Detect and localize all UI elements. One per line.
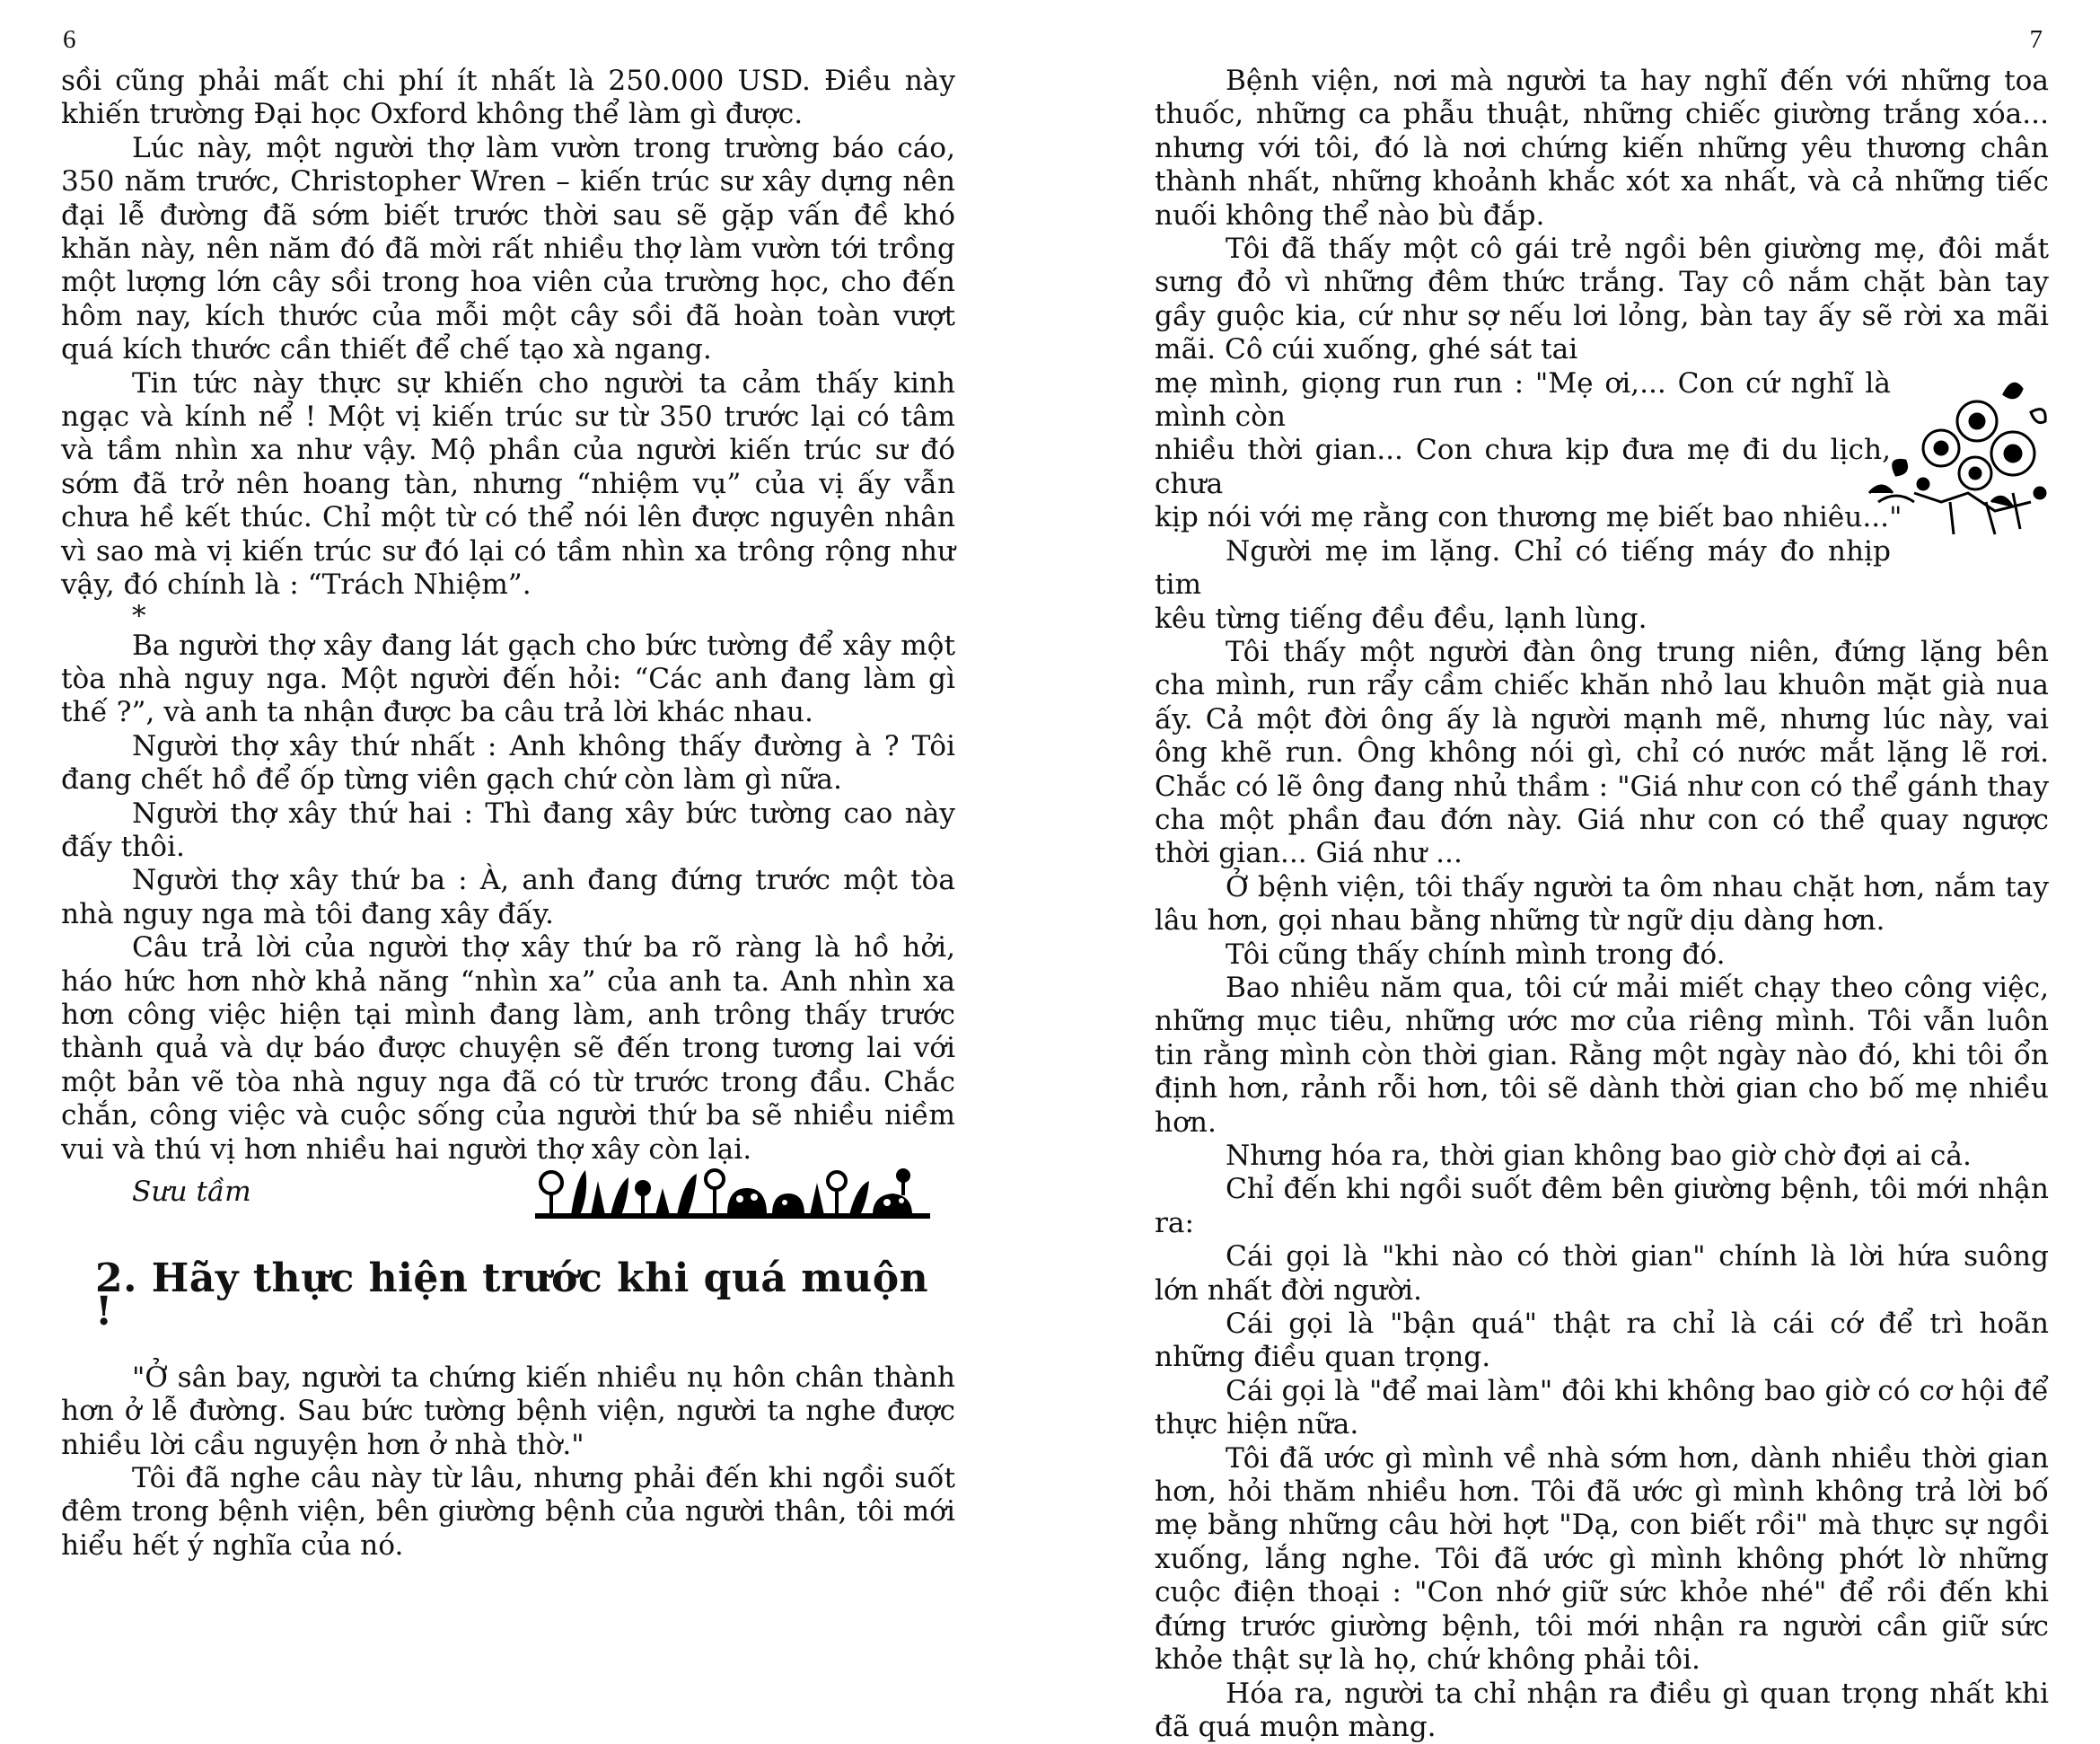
paragraph: Bao nhiêu năm qua, tôi cứ mải miết chạy theo công việc, những mục tiêu, những ước mơ của riêng mình. Tôi vẫn luôn tin rằng mình còn thời gian. Rằng một ngày nào đó, khi tôi ổn định hơn, rảnh rỗi hơn, tôi sẽ dành thời gian cho bố mẹ nhiều hơn. bbox=[1155, 972, 2049, 1140]
paragraph: sồi cũng phải mất chi phí ít nhất là 250.000 USD. Điều này khiến trường Đại học Oxford không thể làm gì được. bbox=[61, 65, 955, 132]
paragraph: Tôi thấy một người đàn ông trung niên, đứng lặng bên cha mình, run rẩy cầm chiếc khăn nhỏ lau khuôn mặt già nua ấy. Cả một đời ông ấy là người mạnh mẽ, nhưng lúc này, vai ông khẽ run. Ông không nói gì, chỉ có nước mắt lặng lẽ rơi. Chắc có lẽ ông đang nhủ thầm : "Giá như con có thể gánh thay cha một phần đau đớn này. Giá như con có thể quay ngược thời gian... Giá như ... bbox=[1155, 636, 2049, 871]
paragraph: Tôi đã ước gì mình về nhà sớm hơn, dành nhiều thời gian hơn, hỏi thăm nhiều hơn. Tôi đã ước gì mình không trả lời bố mẹ bằng những câu hời hợt "Dạ, con biết rồi" mà thực sự ngồi xuống, lắng nghe. Tôi đã ước gì mình không phớt lờ những cuộc điện thoại : "Con nhớ giữ sức khỏe nhé" để rồi đến khi đứng trước giường bệnh, tôi mới nhận ra người cần giữ sức khỏe thật sự là họ, chứ không phải tôi. bbox=[1155, 1442, 2049, 1678]
page-number: 6 bbox=[63, 25, 76, 55]
paragraph: Cái gọi là "để mai làm" đôi khi không bao giờ có cơ hội để thực hiện nữa. bbox=[1155, 1375, 2049, 1442]
flower-bouquet-icon bbox=[1860, 367, 2058, 538]
paragraph: Ở bệnh viện, tôi thấy người ta ôm nhau chặt hơn, nắm tay lâu hơn, gọi nhau bằng những từ ngữ dịu dàng hơn. bbox=[1155, 871, 2049, 938]
section-separator: * bbox=[61, 603, 955, 630]
text-line: nhiều thời gian... Con chưa kịp đưa mẹ đi du lịch, chưa bbox=[1155, 434, 1891, 501]
paragraph: Người thợ xây thứ nhất : Anh không thấy đường à ? Tôi đang chết hồ để ốp từng viên gạch chứ còn làm gì nữa. bbox=[61, 730, 955, 797]
page-number: 7 bbox=[2030, 25, 2043, 55]
text-line: mẹ mình, giọng run run : "Mẹ ơi,... Con cứ nghĩ là mình còn bbox=[1155, 367, 1891, 435]
signature-row bbox=[61, 1167, 955, 1246]
paragraph: Tôi đã thấy một cô gái trẻ ngồi bên giường mẹ, đôi mắt sưng đỏ vì những đêm thức trắng. Tay cô nắm chặt bàn tay gầy guộc kia, cứ như sợ nếu lơi lỏng, bàn tay ấy sẽ rời xa mãi mãi. Cô cúi xuống, ghé sát tai bbox=[1155, 233, 2049, 367]
paragraph: Cái gọi là "khi nào có thời gian" chính là lời hứa suông lớn nhất đời người. bbox=[1155, 1240, 2049, 1308]
text-line: kêu từng tiếng đều đều, lạnh lùng. bbox=[1155, 603, 2049, 636]
text-line: kịp nói với mẹ rằng con thương mẹ biết bao nhiêu..." bbox=[1155, 501, 2049, 534]
paragraph: Cái gọi là "bận quá" thật ra chỉ là cái cớ để trì hoãn những điều quan trọng. bbox=[1155, 1308, 2049, 1375]
paragraph: Nhưng hóa ra, thời gian không bao giờ chờ đợi ai cả. bbox=[1155, 1140, 2049, 1173]
float-block bbox=[1155, 367, 2049, 636]
paragraph: Người thợ xây thứ ba : À, anh đang đứng trước một tòa nhà nguy nga mà tôi đang xây đấy. bbox=[61, 864, 955, 931]
left-column bbox=[61, 65, 955, 1563]
paragraph: "Ở sân bay, người ta chứng kiến nhiều nụ hôn chân thành hơn ở lễ đường. Sau bức tường bệnh viện, người ta nghe được nhiều lời cầu nguyện hơn ở nhà thờ." bbox=[61, 1361, 955, 1462]
section-heading: 2. Hãy thực hiện trước khi quá muộn ! bbox=[95, 1262, 955, 1329]
signature: Sưu tầm bbox=[132, 1176, 251, 1209]
paragraph: Tôi đã nghe câu này từ lâu, nhưng phải đến khi ngồi suốt đêm trong bệnh viện, bên giường bệnh của người thân, tôi mới hiểu hết ý nghĩa của nó. bbox=[61, 1462, 955, 1563]
paragraph: Bệnh viện, nơi mà người ta hay nghĩ đến với những toa thuốc, những ca phẫu thuật, những chiếc giường trắng xóa... nhưng với tôi, đó là nơi chứng kiến những yêu thương chân thành nhất, những khoảnh khắc xót xa nhất, và cả những tiếc nuối không thể nào bù đắp. bbox=[1155, 65, 2049, 233]
paragraph: Lúc này, một người thợ làm vườn trong trường báo cáo, 350 năm trước, Christopher Wren – kiến trúc sư xây dựng nên đại lễ đường đã sớm biết trước thời sau sẽ gặp vấn đề khó khăn này, nên năm đó đã mời rất nhiều thợ làm vườn tới trồng một lượng lớn cây sồi trong hoa viên của trường học, cho đến hôm nay, kích thước của mỗi một cây sồi đã hoàn toàn vượt quá kích thước cần thiết để chế tạo xà ngang. bbox=[61, 132, 955, 367]
paragraph: Tôi cũng thấy chính mình trong đó. bbox=[1155, 938, 2049, 972]
paragraph: Hóa ra, người ta chỉ nhận ra điều gì quan trọng nhất khi đã quá muộn màng. bbox=[1155, 1678, 2049, 1744]
flower-mushroom-border-icon bbox=[535, 1161, 930, 1228]
text-line: Người mẹ im lặng. Chỉ có tiếng máy đo nhịp tim bbox=[1155, 535, 1891, 603]
paragraph: Câu trả lời của người thợ xây thứ ba rõ ràng là hồ hởi, háo hức hơn nhờ khả năng “nhìn xa” của anh ta. Anh nhìn xa hơn công việc hiện tại mình đang làm, anh trông thấy trước thành quả và dự báo được chuyện sẽ đến trong tương lai với một bản vẽ tòa nhà nguy nga đã có từ trước trong đầu. Chắc chắn, công việc và cuộc sống của người thứ ba sẽ nhiều niềm vui và thú vị hơn nhiều hai người thợ xây còn lại. bbox=[61, 931, 955, 1167]
right-column bbox=[1155, 65, 2049, 1744]
right-page bbox=[1050, 0, 2100, 1485]
left-page bbox=[0, 0, 1050, 1485]
paragraph: Người thợ xây thứ hai : Thì đang xây bức tường cao này đấy thôi. bbox=[61, 797, 955, 865]
paragraph: Ba người thợ xây đang lát gạch cho bức tường để xây một tòa nhà nguy nga. Một người đến hỏi: “Các anh đang làm gì thế ?”, và anh ta nhận được ba câu trả lời khác nhau. bbox=[61, 630, 955, 730]
paragraph: Chỉ đến khi ngồi suốt đêm bên giường bệnh, tôi mới nhận ra: bbox=[1155, 1173, 2049, 1240]
paragraph: Tin tức này thực sự khiến cho người ta cảm thấy kinh ngạc và kính nể ! Một vị kiến trúc sư từ 350 trước lại có tâm và tầm nhìn xa như vậy. Mộ phần của người kiến trúc sư đó sớm đã trở nên hoang tàn, nhưng “nhiệm vụ” của vị ấy vẫn chưa hề kết thúc. Chỉ một từ có thể nói lên được nguyên nhân vì sao mà vị kiến trúc sư đó lại có tầm nhìn xa trông rộng như vậy, đó chính là : “Trách Nhiệm”. bbox=[61, 367, 955, 603]
